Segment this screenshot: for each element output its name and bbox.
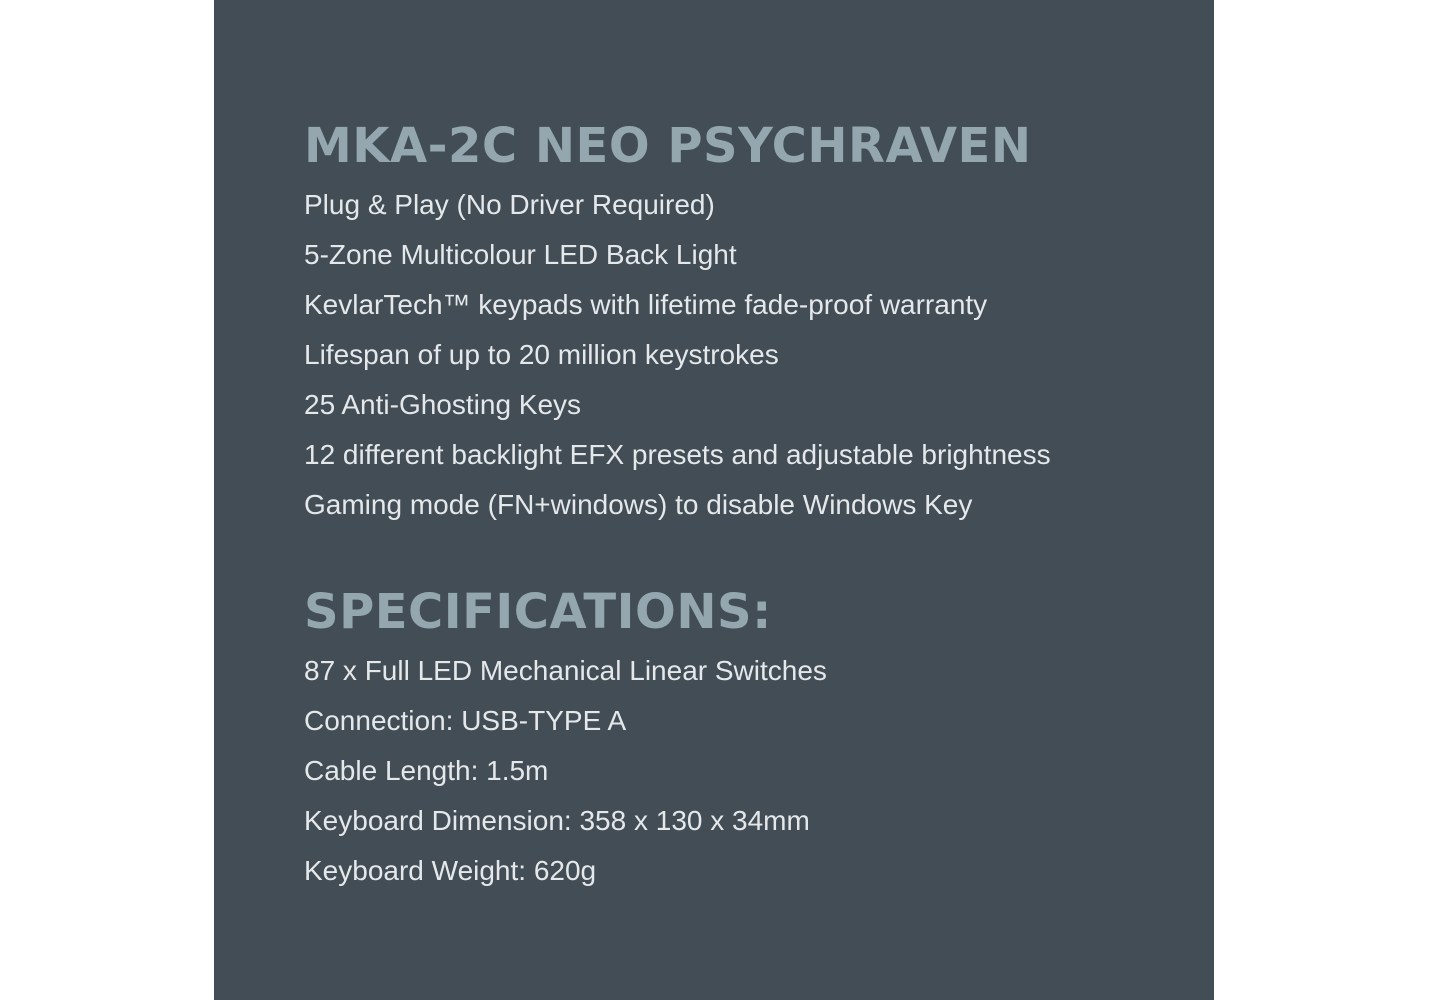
- product-title: MKA-2C NEO PSYCHRAVEN: [304, 118, 1032, 174]
- feature-item: Lifespan of up to 20 million keystrokes: [304, 339, 779, 370]
- specifications-list: [304, 646, 1184, 896]
- product-info-panel: [214, 0, 1214, 1000]
- spec-item: Keyboard Dimension: 358 x 130 x 34mm: [304, 805, 810, 836]
- spec-item: Connection: USB-TYPE A: [304, 705, 627, 736]
- feature-item: Plug & Play (No Driver Required): [304, 189, 715, 220]
- feature-item: 25 Anti-Ghosting Keys: [304, 389, 582, 420]
- specifications-title: SPECIFICATIONS:: [304, 584, 772, 640]
- spec-item: Cable Length: 1.5m: [304, 755, 549, 786]
- panel-content: [304, 112, 1184, 896]
- spec-item: Keyboard Weight: 620g: [304, 855, 597, 886]
- feature-list: [304, 180, 1184, 530]
- feature-item: 5-Zone Multicolour LED Back Light: [304, 239, 737, 270]
- feature-item: Gaming mode (FN+windows) to disable Windows Key: [304, 489, 973, 520]
- feature-item: 12 different backlight EFX presets and adjustable brightness: [304, 439, 1051, 470]
- spec-item: 87 x Full LED Mechanical Linear Switches: [304, 655, 827, 686]
- feature-item: KevlarTech™ keypads with lifetime fade-proof warranty: [304, 289, 988, 320]
